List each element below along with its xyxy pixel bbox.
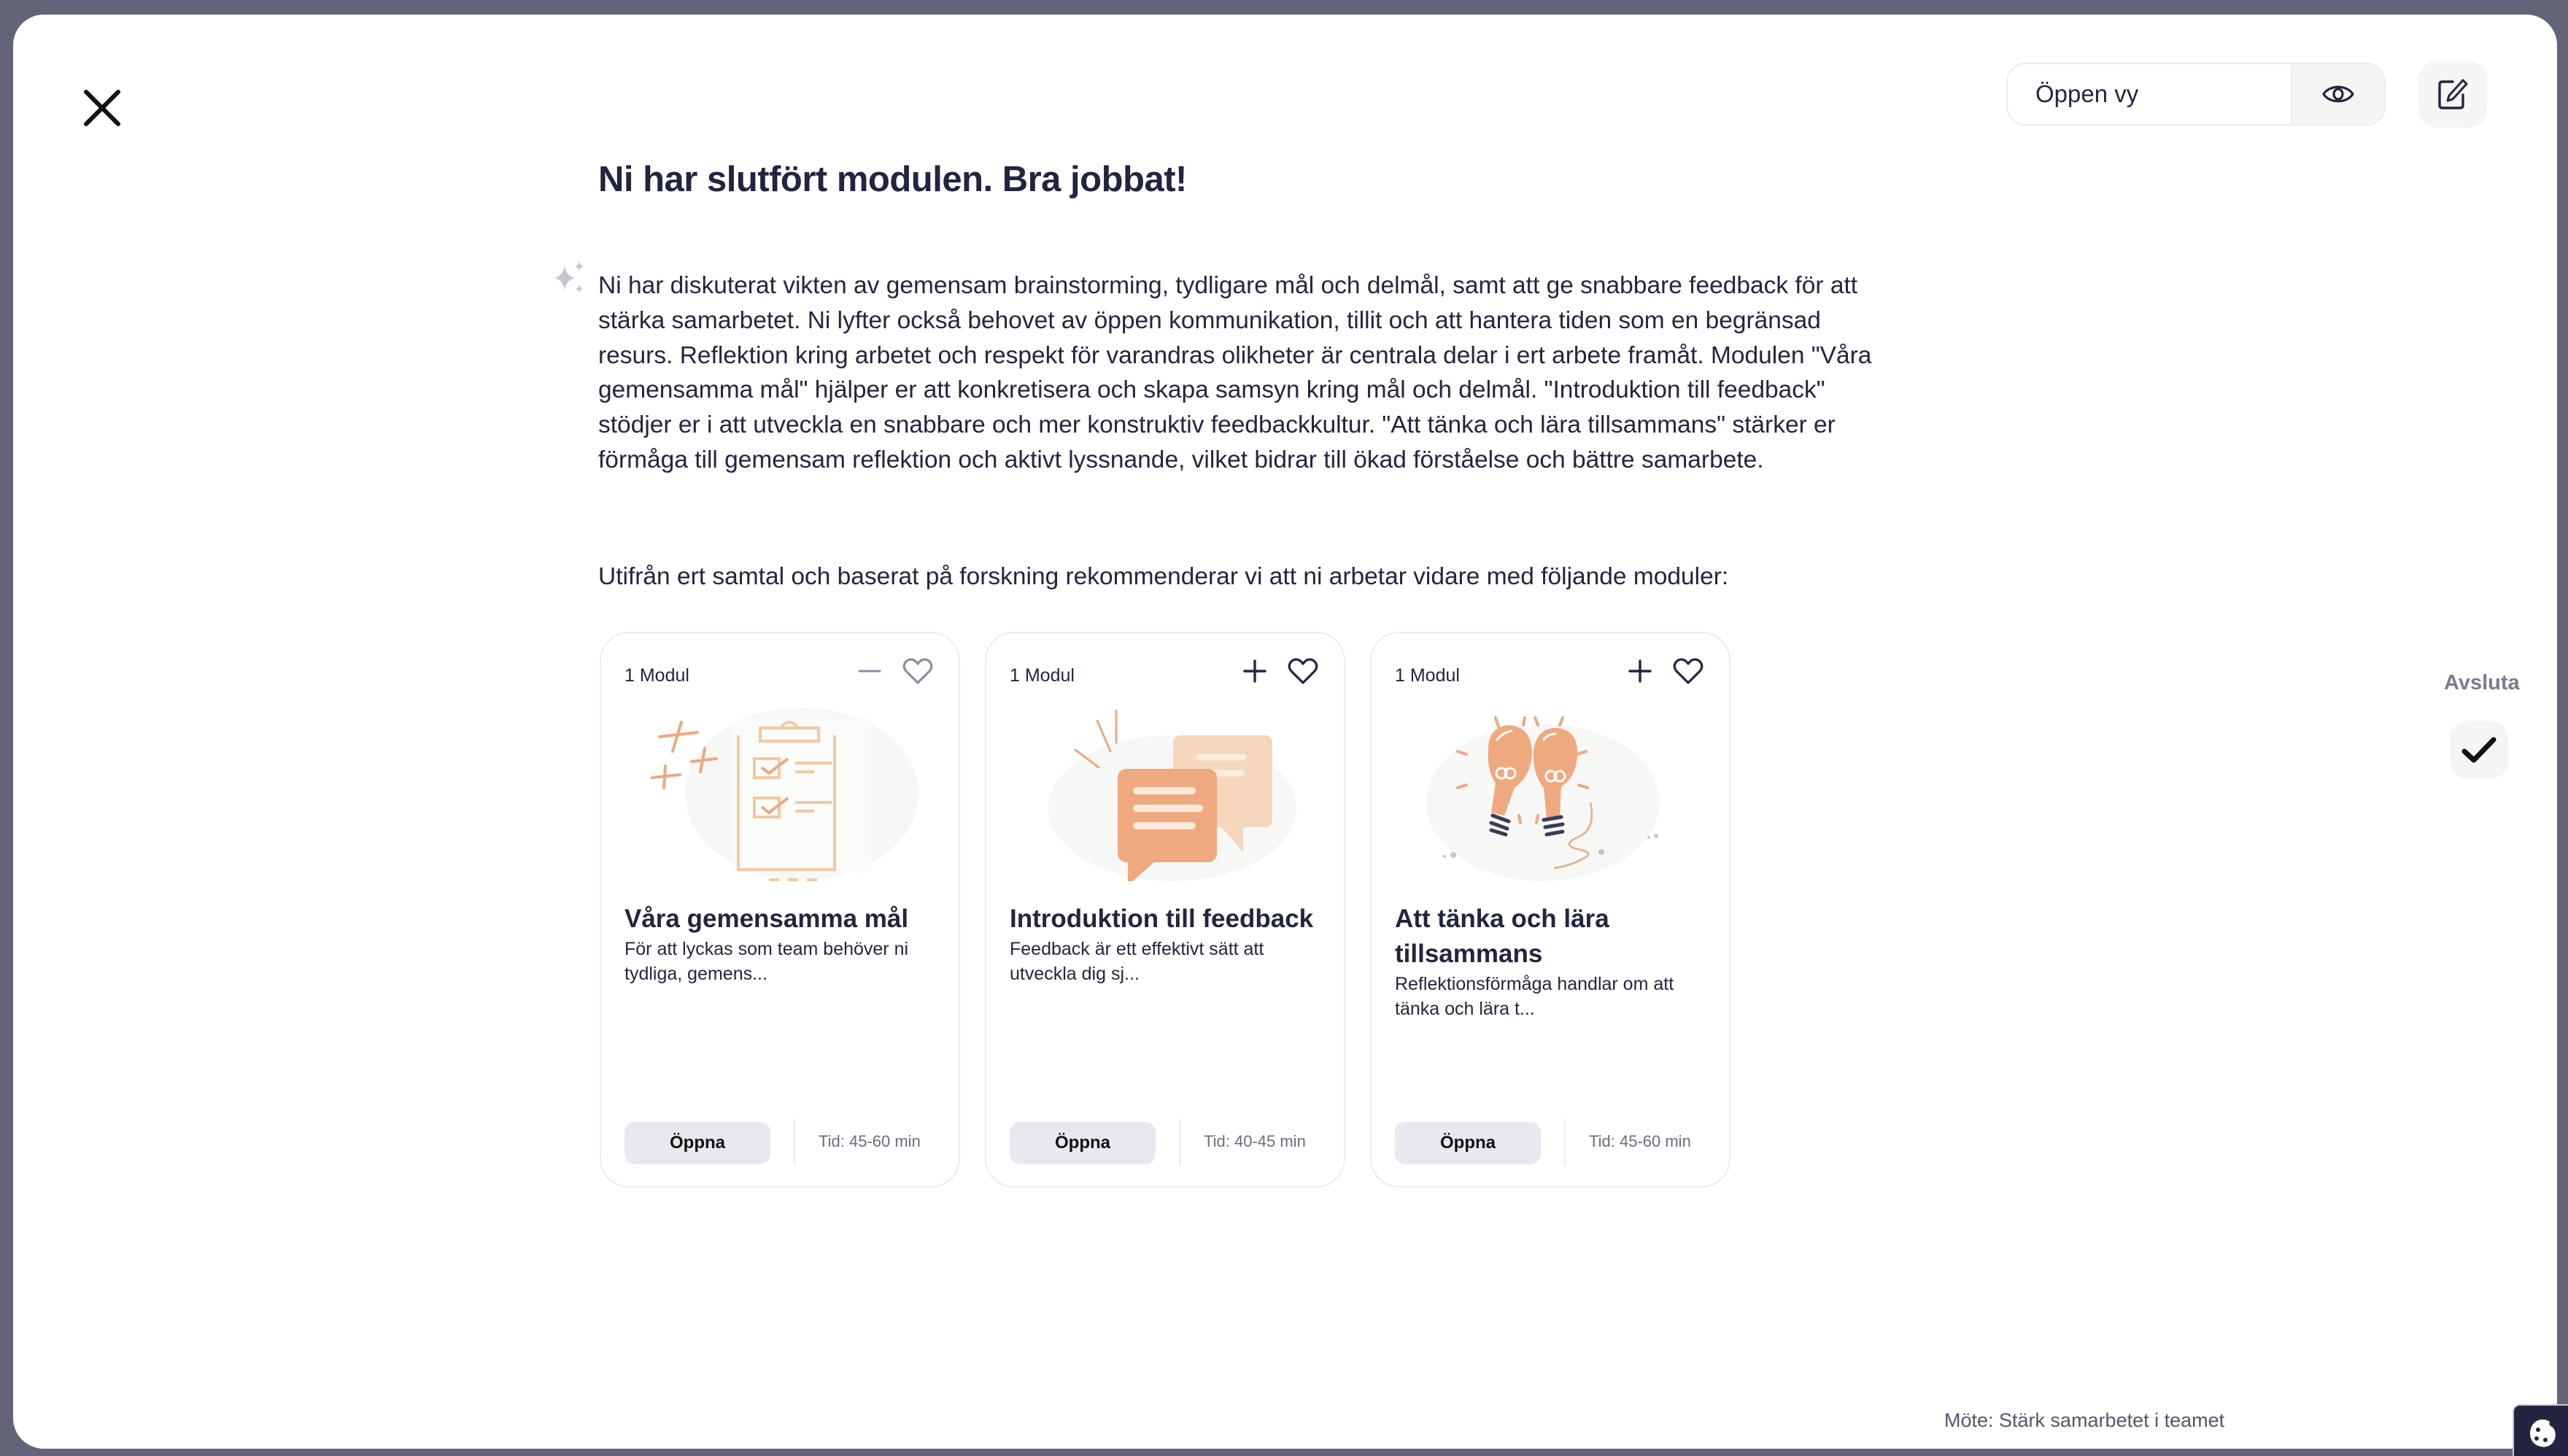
module-duration: Tid: 45-60 min <box>1589 1132 1691 1150</box>
favorite-button[interactable] <box>1672 655 1704 687</box>
open-module-button[interactable]: Öppna <box>1010 1122 1156 1164</box>
card-divider <box>1179 1119 1180 1166</box>
module-count: 1 Modul <box>624 665 689 686</box>
module-complete-modal <box>13 15 2557 1449</box>
view-mode-label: Öppen vy <box>2035 80 2139 107</box>
view-mode-eye-button[interactable] <box>2291 64 2384 124</box>
card-actions <box>854 655 934 687</box>
add-module-button[interactable] <box>1239 655 1271 687</box>
add-module-button[interactable] <box>1624 655 1656 687</box>
clipboard-checklist-illustration <box>645 706 922 881</box>
recommendation-text: Utifrån ert samtal och baserat på forskning rekommenderar vi att ni arbetar vidare med följande moduler: <box>598 563 1729 590</box>
plus-icon <box>1242 659 1267 684</box>
card-divider <box>1564 1119 1566 1166</box>
remove-module-button[interactable] <box>854 655 886 687</box>
close-button[interactable] <box>79 85 125 131</box>
finish-label: Avsluta <box>2444 671 2520 694</box>
close-icon <box>82 88 123 128</box>
card-divider <box>794 1119 795 1166</box>
cookie-settings-button[interactable] <box>2513 1404 2568 1456</box>
module-description: Reflektionsförmåga handlar om att tänka och lära t... <box>1395 974 1674 1019</box>
view-mode-toggle[interactable] <box>2006 63 2386 125</box>
cookie-icon <box>2528 1417 2557 1449</box>
module-description: För att lyckas som team behöver ni tydliga, gemens... <box>624 939 909 984</box>
chat-bubbles-illustration <box>1030 706 1307 881</box>
module-count: 1 Modul <box>1395 665 1460 686</box>
sparkle-icon <box>552 260 588 296</box>
recommended-modules <box>600 632 1730 1188</box>
module-title: Våra gemensamma mål <box>624 905 909 933</box>
heart-icon <box>1288 657 1318 685</box>
favorite-button[interactable] <box>902 655 934 687</box>
open-module-button[interactable]: Öppna <box>1395 1122 1541 1164</box>
module-card <box>985 632 1345 1188</box>
page-title: Ni har slutfört modulen. Bra jobbat! <box>598 160 1187 199</box>
module-duration: Tid: 45-60 min <box>819 1132 921 1150</box>
light-bulbs-illustration <box>1415 706 1693 881</box>
module-title: Att tänka och lära tillsammans <box>1395 905 1609 968</box>
module-title: Introduktion till feedback <box>1010 905 1314 933</box>
finish-button[interactable] <box>2450 721 2508 779</box>
eye-icon <box>2322 83 2354 105</box>
favorite-button[interactable] <box>1287 655 1319 687</box>
heart-icon <box>1673 657 1703 685</box>
edit-button[interactable] <box>2418 61 2487 128</box>
minus-icon <box>857 659 882 684</box>
module-description: Feedback är ett effektivt sätt att utveckla dig sj... <box>1010 939 1264 984</box>
module-count: 1 Modul <box>1010 665 1075 686</box>
module-card <box>600 632 960 1188</box>
card-actions <box>1624 655 1704 687</box>
summary-text: Ni har diskuterat vikten av gemensam brainstorming, tydligare mål och delmål, samt att ge snabbare feedback för att stärka samarbetet. Ni lyfter också behovet av öppen kommunikation, tillit och att hantera tiden som en begränsad resurs. Reflektion kring arbetet och respekt för varandras olikheter är centrala delar i ert arbete framåt. Modulen "Våra gemensamma mål" hjälper er att konkretisera och skapa samsyn kring mål och delmål. "Introduktion till feedback" stödjer er i att utveckla en snabbare och mer konstruktiv feedbackkultur. "Att tänka och lära tillsammans" stärker er förmåga till gemensam reflektion och aktivt lyssnande, vilket bidrar till ökad förståelse och bättre samarbete. <box>598 272 1872 473</box>
open-module-button[interactable]: Öppna <box>624 1122 770 1164</box>
meeting-name: Möte: Stärk samarbetet i teamet <box>1944 1409 2225 1431</box>
card-actions <box>1239 655 1319 687</box>
module-duration: Tid: 40-45 min <box>1204 1132 1306 1150</box>
edit-icon <box>2437 77 2469 111</box>
checkmark-icon <box>2461 735 2497 764</box>
heart-icon <box>902 657 933 685</box>
module-card <box>1370 632 1730 1188</box>
plus-icon <box>1628 659 1652 684</box>
